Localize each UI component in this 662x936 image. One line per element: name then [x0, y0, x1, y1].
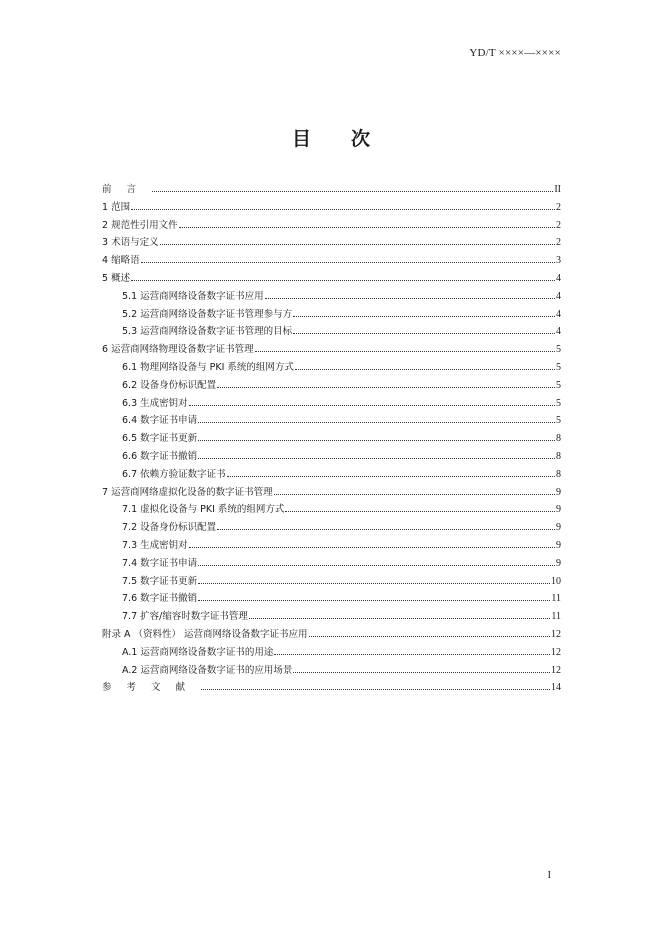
toc-leader-dots	[217, 528, 555, 530]
toc-entry-label: 2 规范性引用文件	[102, 219, 178, 231]
toc-entry-page: 5	[556, 361, 561, 373]
toc-entry-page: 8	[556, 468, 561, 480]
toc-leader-dots	[293, 332, 555, 334]
toc-entry-page: 10	[551, 575, 561, 587]
toc-entry-label: 7 运营商网络虚拟化设备的数字证书管理	[102, 486, 273, 498]
toc-leader-dots	[198, 599, 550, 601]
toc-entry[interactable]	[102, 199, 561, 217]
toc-entry-label: A.1 运营商网络设备数字证书的用途	[122, 646, 274, 658]
toc-entry[interactable]	[102, 662, 561, 680]
toc-entry-page: 12	[551, 646, 561, 658]
toc-entry-label: 附录 A （资料性） 运营商网络设备数字证书应用	[102, 628, 308, 640]
toc-entry-page: 8	[556, 450, 561, 462]
toc-entry-label: 前言	[102, 184, 152, 195]
toc-entry-page: 9	[556, 539, 561, 551]
toc-entry-page: 2	[556, 201, 561, 213]
toc-entry[interactable]	[102, 590, 561, 608]
toc-entry[interactable]	[102, 679, 561, 697]
toc-entry[interactable]	[102, 234, 561, 252]
toc-entry-page: 3	[556, 255, 561, 267]
toc-leader-dots	[131, 279, 555, 281]
toc-entry-page: 4	[556, 290, 561, 302]
toc-entry-label: 6.2 设备身份标识配置	[122, 379, 217, 391]
toc-leader-dots	[274, 493, 555, 495]
toc-entry-label: 1 范围	[102, 201, 131, 213]
toc-entry[interactable]	[102, 252, 561, 270]
toc-entry[interactable]	[102, 359, 561, 377]
toc-leader-dots	[309, 635, 550, 637]
toc-entry-page: 12	[551, 664, 561, 676]
toc-leader-dots	[198, 582, 550, 584]
toc-entry-page: 9	[556, 557, 561, 569]
toc-leader-dots	[179, 226, 555, 228]
toc-entry-page: 9	[556, 504, 561, 516]
toc-entry[interactable]	[102, 519, 561, 537]
toc-entry-page: 9	[556, 486, 561, 498]
toc-entry-page: 2	[556, 219, 561, 231]
toc-leader-dots	[293, 315, 555, 317]
toc-leader-dots	[198, 439, 555, 441]
toc-leader-dots	[160, 243, 555, 245]
toc-entry[interactable]	[102, 466, 561, 484]
toc-entry[interactable]	[102, 537, 561, 555]
toc-entry-label: 7.3 生成密钥对	[122, 539, 188, 551]
toc-entry[interactable]	[102, 270, 561, 288]
toc-leader-dots	[152, 190, 553, 192]
toc-entry-label: 6.6 数字证书撤销	[122, 450, 198, 462]
toc-entry[interactable]	[102, 306, 561, 324]
toc-entry[interactable]	[102, 341, 561, 359]
page-number: I	[547, 870, 551, 881]
toc-leader-dots	[201, 688, 550, 690]
toc-leader-dots	[274, 653, 550, 655]
toc-leader-dots	[198, 564, 555, 566]
toc-entry[interactable]	[102, 377, 561, 395]
toc-entry-page: II	[554, 184, 561, 195]
toc-entry-page: 5	[556, 415, 561, 427]
table-of-contents	[102, 181, 561, 697]
toc-entry-label: 7.2 设备身份标识配置	[122, 522, 217, 534]
toc-entry-page: 11	[551, 593, 561, 605]
toc-leader-dots	[295, 368, 555, 370]
toc-entry-page: 5	[556, 379, 561, 391]
toc-entry-label: 参考文献	[102, 682, 201, 694]
toc-leader-dots	[227, 475, 555, 477]
toc-entry[interactable]	[102, 181, 561, 199]
toc-entry[interactable]	[102, 555, 561, 573]
toc-entry-label: A.2 运营商网络设备数字证书的应用场景	[122, 664, 293, 676]
toc-entry-page: 5	[556, 344, 561, 356]
page-title: 目次	[291, 128, 410, 150]
toc-entry-page: 2	[556, 237, 561, 249]
toc-entry-label: 6 运营商网络物理设备数字证书管理	[102, 344, 254, 356]
toc-entry[interactable]	[102, 608, 561, 626]
standard-code: YD/T ××××—××××	[469, 47, 561, 59]
toc-entry-label: 6.7 依赖方验证数字证书	[122, 468, 226, 480]
toc-entry-page: 14	[551, 682, 561, 694]
toc-entry-label: 4 缩略语	[102, 255, 140, 267]
toc-leader-dots	[189, 546, 555, 548]
toc-entry-label: 7.7 扩容/缩容时数字证书管理	[122, 611, 248, 623]
toc-leader-dots	[198, 457, 555, 459]
toc-entry-label: 3 术语与定义	[102, 237, 159, 249]
toc-entry-label: 5.2 运营商网络设备数字证书管理参与方	[122, 308, 293, 320]
toc-entry-label: 6.4 数字证书申请	[122, 415, 198, 427]
toc-entry-label: 6.3 生成密钥对	[122, 397, 188, 409]
toc-entry[interactable]	[102, 323, 561, 341]
toc-entry[interactable]	[102, 644, 561, 662]
toc-entry-page: 4	[556, 308, 561, 320]
toc-leader-dots	[141, 261, 555, 263]
toc-entry[interactable]	[102, 395, 561, 413]
toc-entry-label: 7.4 数字证书申请	[122, 557, 198, 569]
toc-entry-label: 5.1 运营商网络设备数字证书应用	[122, 290, 264, 302]
toc-entry-page: 8	[556, 433, 561, 445]
toc-leader-dots	[255, 350, 555, 352]
toc-leader-dots	[293, 671, 550, 673]
toc-leader-dots	[198, 421, 555, 423]
toc-entry[interactable]	[102, 288, 561, 306]
toc-leader-dots	[217, 386, 555, 388]
toc-entry-page: 4	[556, 272, 561, 284]
toc-entry-label: 7.5 数字证书更新	[122, 575, 198, 587]
toc-entry-page: 12	[551, 628, 561, 640]
toc-entry[interactable]	[102, 501, 561, 519]
toc-leader-dots	[285, 510, 555, 512]
toc-entry-page: 4	[556, 326, 561, 338]
toc-entry-label: 7.1 虚拟化设备与 PKI 系统的组网方式	[122, 504, 285, 516]
toc-entry-page: 11	[551, 611, 561, 623]
toc-entry-label: 5.3 运营商网络设备数字证书管理的目标	[122, 326, 293, 338]
toc-leader-dots	[189, 404, 555, 406]
toc-entry[interactable]	[102, 484, 561, 502]
toc-entry[interactable]	[102, 448, 561, 466]
toc-entry-page: 5	[556, 397, 561, 409]
toc-entry-label: 7.6 数字证书撤销	[122, 593, 198, 605]
toc-entry-label: 5 概述	[102, 272, 131, 284]
toc-entry-label: 6.1 物理网络设备与 PKI 系统的组网方式	[122, 361, 294, 373]
toc-leader-dots	[131, 208, 555, 210]
toc-leader-dots	[265, 297, 555, 299]
toc-leader-dots	[249, 617, 551, 619]
toc-entry[interactable]	[102, 573, 561, 591]
toc-entry-page: 9	[556, 522, 561, 534]
toc-entry[interactable]	[102, 430, 561, 448]
toc-entry[interactable]	[102, 412, 561, 430]
toc-entry[interactable]	[102, 217, 561, 235]
toc-entry[interactable]	[102, 626, 561, 644]
toc-entry-label: 6.5 数字证书更新	[122, 433, 198, 445]
